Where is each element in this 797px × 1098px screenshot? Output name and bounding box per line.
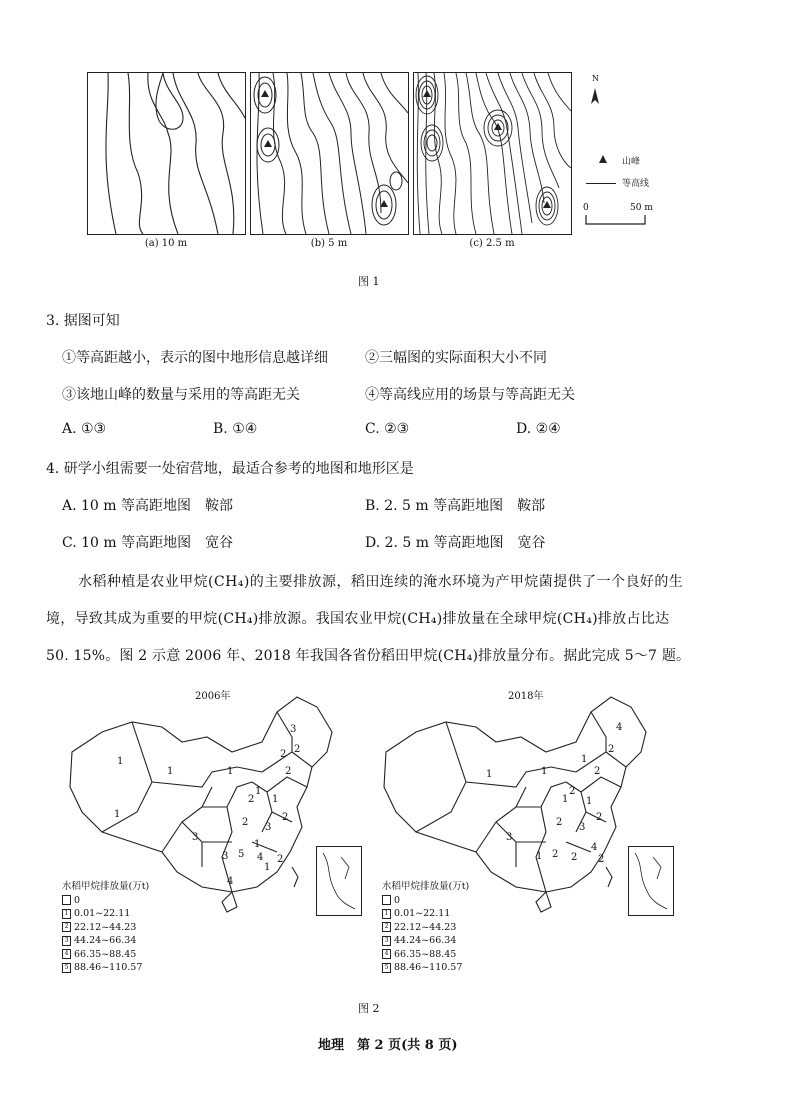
map-legend-2006 — [62, 880, 149, 975]
map-2018-num: 2 — [608, 744, 615, 755]
map-2006-num: 1 — [255, 786, 262, 797]
q4-option-c[interactable]: C. 10 m 等高距地图 宽谷 — [62, 535, 234, 551]
legend-key — [62, 895, 71, 905]
caption-c: (c) 2.5 m — [469, 238, 515, 249]
figure1-label: 图 1 — [358, 275, 380, 288]
passage-line-3: 50. 15%。图 2 示意 2006 年、2018 年我国各省份稻田甲烷(CH₄)排放量分布。据此完成 5～7 题。 — [46, 648, 691, 664]
legend-key: 3 — [382, 936, 391, 946]
legend-row — [62, 934, 149, 948]
map-2006-num: 2 — [277, 854, 284, 865]
scale-end: 50 m — [630, 203, 653, 213]
map-2006-num: 1 — [227, 766, 234, 777]
legend-title: 水稻甲烷排放量(万t) — [382, 881, 470, 892]
legend-label: 88.46~110.57 — [74, 962, 143, 973]
legend-label: 22.12~44.23 — [394, 921, 457, 933]
q3-option-d[interactable]: D. ②④ — [516, 421, 561, 437]
map-2006-num: 5 — [238, 849, 245, 860]
contour-lines-b — [251, 73, 408, 234]
map-2006-title: 2006年 — [195, 691, 231, 702]
passage-line-2: 境，导致其成为重要的甲烷(CH₄)排放源。我国农业甲烷(CH₄)排放量在全球甲烷(CH₄)排放占比达 — [46, 611, 670, 627]
contour-lines-c — [414, 73, 571, 234]
map-2018-num: 3 — [579, 822, 586, 833]
map-2006-num: 1 — [167, 766, 174, 777]
legend-row — [382, 948, 469, 962]
map-2006-num: 1 — [272, 794, 279, 805]
q3-option-a[interactable]: A. ①③ — [62, 421, 107, 437]
q4-option-a[interactable]: A. 10 m 等高距地图 鞍部 — [62, 498, 234, 514]
contour-lines-a — [88, 73, 245, 234]
legend-row — [62, 961, 149, 975]
peak-legend-icon — [598, 154, 608, 164]
peak-icon — [423, 90, 431, 97]
map-2018-num: 2 — [596, 812, 603, 823]
map-2006-num: 4 — [257, 852, 264, 863]
q4-option-d[interactable]: D. 2. 5 m 等高距地图 宽谷 — [365, 535, 546, 551]
legend-label: 88.46~110.57 — [394, 962, 463, 973]
map-2018-num: 2 — [556, 817, 563, 828]
contour-panel-b — [250, 72, 409, 235]
q3-stem: 3. 据图可知 — [46, 313, 120, 329]
legend-key: 2 — [62, 922, 71, 932]
map-2006-num: 3 — [222, 851, 229, 862]
legend-key: 2 — [382, 922, 391, 932]
map-2018-num: 1 — [486, 769, 493, 780]
q3-statement-1: ①等高距越小，表示的图中地形信息越详细 — [62, 350, 328, 366]
legend-label: 66.35~88.45 — [394, 948, 457, 960]
peak-icon — [264, 140, 272, 147]
q3-option-b[interactable]: B. ①④ — [213, 421, 258, 437]
map-2018-num: 1 — [581, 754, 588, 765]
map-2018-num: 4 — [616, 722, 623, 733]
legend-key: 5 — [62, 963, 71, 973]
contour-panel-c — [413, 72, 572, 235]
legend-title: 水稻甲烷排放量(万t) — [62, 881, 150, 892]
legend-key: 3 — [62, 936, 71, 946]
caption-b: (b) 5 m — [310, 238, 348, 249]
map-2018-num: 2 — [598, 854, 605, 865]
map-legend-2018 — [382, 880, 469, 975]
peak-legend-label: 山峰 — [622, 157, 641, 167]
page-footer: 地理 第 2 页(共 8 页) — [318, 1038, 458, 1053]
q4-option-b[interactable]: B. 2. 5 m 等高距地图 鞍部 — [365, 498, 546, 514]
map-2018-num: 2 — [594, 766, 601, 777]
map-2006-num: 3 — [265, 822, 272, 833]
scale-bar — [585, 212, 647, 228]
legend-row — [382, 894, 469, 908]
map-2006-num: 1 — [254, 839, 261, 850]
contour-legend-line — [586, 183, 616, 184]
passage-line-1: 水稻种植是农业甲烷(CH₄)的主要排放源，稻田连续的淹水环境为产甲烷菌提供了一个良好的生 — [78, 574, 684, 590]
contour-legend-label: 等高线 — [622, 179, 650, 189]
legend-label: 44.24~66.34 — [74, 935, 137, 946]
map-2018-title: 2018年 — [508, 691, 544, 702]
legend-row — [382, 934, 469, 948]
scale-start: 0 — [583, 203, 589, 213]
map-2006-num: 1 — [117, 756, 124, 767]
map-2006-num: 2 — [248, 794, 255, 805]
map-2018-num: 1 — [536, 851, 543, 862]
legend-key: 4 — [382, 949, 391, 959]
legend-row — [62, 948, 149, 962]
south-china-sea-inset-2006 — [316, 846, 362, 916]
map-2006-num: 2 — [294, 744, 301, 755]
q3-option-c[interactable]: C. ②③ — [365, 421, 410, 437]
legend-label: 66.35~88.45 — [74, 948, 137, 960]
legend-key — [382, 895, 391, 905]
south-china-sea-inset-2018 — [628, 846, 674, 916]
legend-key: 1 — [62, 909, 71, 919]
legend-label: 0 — [394, 894, 401, 906]
map-2018-num: 1 — [562, 794, 569, 805]
legend-key: 1 — [382, 909, 391, 919]
map-2018-num: 4 — [591, 842, 598, 853]
map-2006-num: 2 — [285, 766, 292, 777]
map-2006-num: 3 — [290, 724, 297, 735]
figure2-label: 图 2 — [358, 1002, 380, 1015]
contour-panel-a — [87, 72, 246, 235]
legend-row — [382, 921, 469, 935]
map-2018-num: 2 — [569, 786, 576, 797]
legend-row — [62, 907, 149, 921]
map-2018-num: 1 — [586, 796, 593, 807]
map-2018-num: 2 — [552, 849, 559, 860]
map-2006-num: 3 — [192, 832, 199, 843]
q3-statement-3: ③该地山峰的数量与采用的等高距无关 — [62, 387, 300, 403]
legend-label: 44.24~66.34 — [394, 935, 457, 946]
legend-row — [382, 907, 469, 921]
legend-key: 5 — [382, 963, 391, 973]
legend-label: 22.12~44.23 — [74, 921, 137, 933]
q3-statement-4: ④等高线应用的场景与等高距无关 — [365, 387, 575, 403]
map-2018-num: 2 — [571, 852, 578, 863]
legend-key: 4 — [62, 949, 71, 959]
peak-icon — [261, 90, 269, 97]
map-2006-num: 1 — [114, 809, 121, 820]
map-2006-num: 2 — [280, 749, 287, 760]
map-2006-num: 2 — [242, 817, 249, 828]
map-2006-num: 1 — [264, 862, 271, 873]
q3-statement-2: ②三幅图的实际面积大小不同 — [365, 350, 547, 366]
legend-label: 0.01~22.11 — [74, 908, 131, 919]
caption-a: (a) 10 m — [144, 238, 188, 249]
map-2006-num: 2 — [282, 812, 289, 823]
north-label: N — [592, 74, 599, 83]
legend-row — [382, 961, 469, 975]
map-2006-num: 4 — [227, 876, 234, 887]
map-2018-num: 3 — [506, 832, 513, 843]
legend-row — [62, 921, 149, 935]
legend-row — [62, 894, 149, 908]
legend-label: 0 — [74, 894, 81, 906]
q4-stem: 4. 研学小组需要一处宿营地，最适合参考的地图和地形区是 — [46, 461, 414, 477]
map-2018-num: 1 — [541, 766, 548, 777]
legend-label: 0.01~22.11 — [394, 908, 451, 919]
